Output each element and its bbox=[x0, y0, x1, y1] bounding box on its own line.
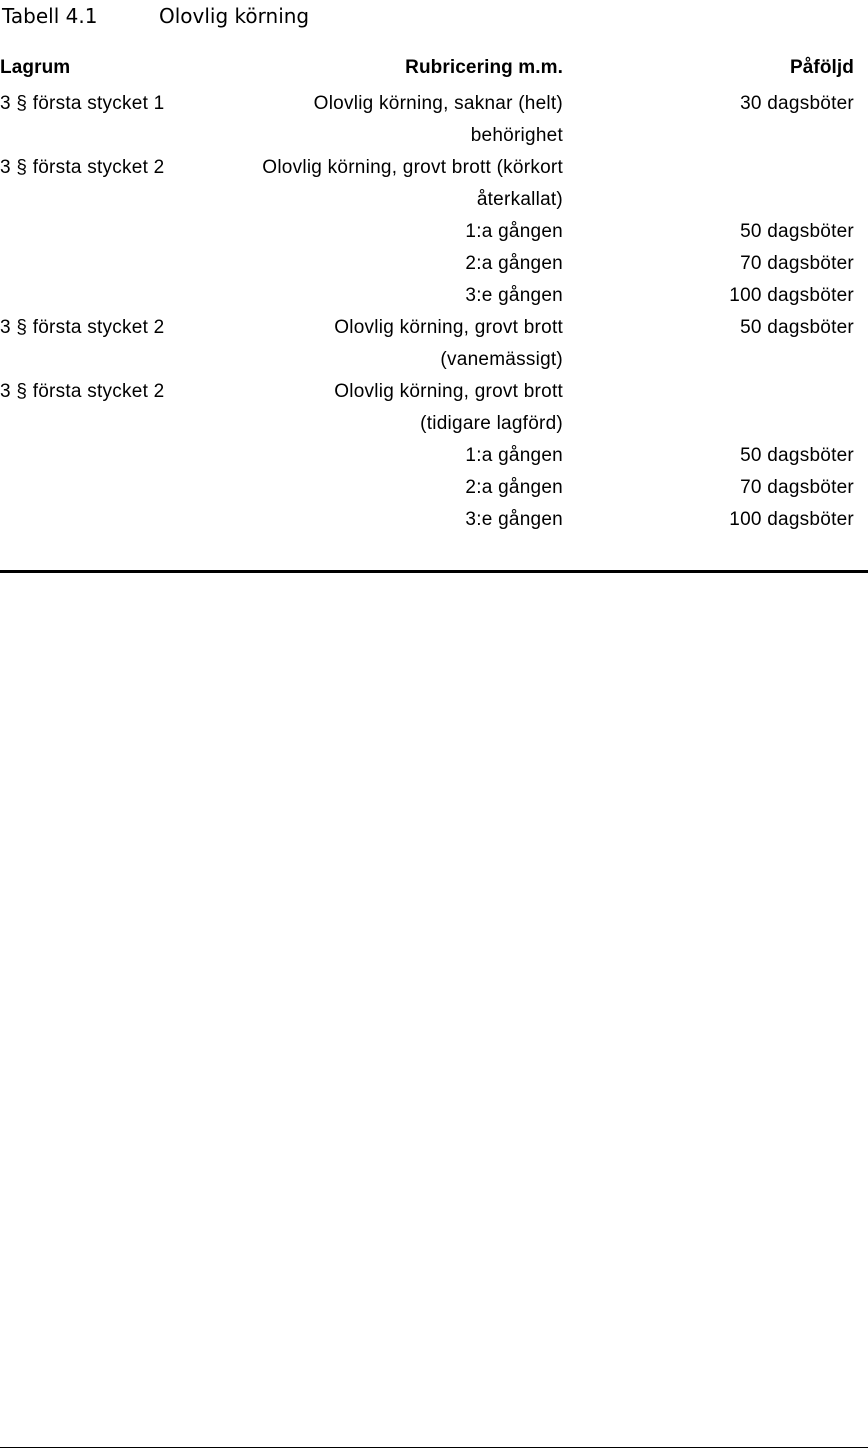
rubricering-line: Olovlig körning, grovt brott bbox=[334, 317, 563, 338]
rubricering-line: 2:a gången bbox=[465, 253, 563, 274]
table-number: Tabell 4.1 bbox=[2, 4, 98, 28]
rubricering-line: (tidigare lagförd) bbox=[420, 413, 563, 434]
table-row bbox=[0, 440, 854, 472]
rubricering-line: 3:e gången bbox=[465, 285, 563, 306]
column-header-lagrum: Lagrum bbox=[0, 57, 71, 78]
rubricering-line: 2:a gången bbox=[465, 477, 563, 498]
lagrum-cell bbox=[0, 248, 205, 280]
penalty-table bbox=[0, 52, 854, 536]
rubricering-cell bbox=[205, 440, 563, 472]
table-row bbox=[0, 472, 854, 504]
lagrum-cell bbox=[0, 504, 205, 536]
rubricering-line: behörighet bbox=[470, 125, 563, 146]
rubricering-line: Olovlig körning, saknar (helt) bbox=[313, 93, 563, 114]
table-row bbox=[0, 504, 854, 536]
pafoljd-cell: 70 dagsböter bbox=[740, 253, 854, 274]
lagrum-cell bbox=[0, 440, 205, 472]
table-row bbox=[0, 280, 854, 312]
table-caption bbox=[2, 3, 309, 29]
pafoljd-cell: 70 dagsböter bbox=[740, 477, 854, 498]
table-row bbox=[0, 248, 854, 280]
rubricering-cell bbox=[205, 280, 563, 312]
rubricering-cell bbox=[205, 504, 563, 536]
rubricering-line: (vanemässigt) bbox=[440, 349, 563, 370]
page-bottom-line bbox=[0, 1447, 868, 1448]
rubricering-cell bbox=[205, 376, 563, 440]
pafoljd-cell: 50 dagsböter bbox=[740, 317, 854, 338]
pafoljd-cell: 100 dagsböter bbox=[729, 285, 854, 306]
table-row bbox=[0, 88, 854, 152]
table-title: Olovlig körning bbox=[159, 4, 310, 28]
rubricering-line: Olovlig körning, grovt brott (körkort bbox=[262, 157, 563, 178]
rubricering-line: 3:e gången bbox=[465, 509, 563, 530]
lagrum-cell: 3 § första stycket 2 bbox=[0, 317, 165, 338]
pafoljd-cell bbox=[563, 152, 854, 216]
table-header-row bbox=[0, 52, 854, 88]
lagrum-cell: 3 § första stycket 2 bbox=[0, 381, 165, 402]
lagrum-cell bbox=[0, 280, 205, 312]
rubricering-cell bbox=[205, 88, 563, 152]
table-row bbox=[0, 312, 854, 376]
table-row bbox=[0, 376, 854, 440]
rubricering-line: 1:a gången bbox=[465, 221, 563, 242]
rubricering-cell bbox=[205, 312, 563, 376]
rubricering-cell bbox=[205, 472, 563, 504]
lagrum-cell: 3 § första stycket 1 bbox=[0, 93, 165, 114]
rubricering-line: 1:a gången bbox=[465, 445, 563, 466]
lagrum-cell bbox=[0, 216, 205, 248]
rubricering-cell bbox=[205, 248, 563, 280]
pafoljd-cell bbox=[563, 376, 854, 440]
lagrum-cell bbox=[0, 472, 205, 504]
rubricering-line: återkallat) bbox=[476, 189, 563, 210]
pafoljd-cell: 50 dagsböter bbox=[740, 445, 854, 466]
pafoljd-cell: 50 dagsböter bbox=[740, 221, 854, 242]
table-row bbox=[0, 152, 854, 216]
table-bottom-rule bbox=[0, 570, 868, 573]
pafoljd-cell: 100 dagsböter bbox=[729, 509, 854, 530]
rubricering-line: Olovlig körning, grovt brott bbox=[334, 381, 563, 402]
column-header-pafoljd: Påföljd bbox=[789, 57, 854, 78]
rubricering-cell bbox=[205, 216, 563, 248]
pafoljd-cell: 30 dagsböter bbox=[740, 93, 854, 114]
rubricering-cell bbox=[205, 152, 563, 216]
column-header-rubricering: Rubricering m.m. bbox=[405, 57, 563, 78]
table-row bbox=[0, 216, 854, 248]
lagrum-cell: 3 § första stycket 2 bbox=[0, 157, 165, 178]
